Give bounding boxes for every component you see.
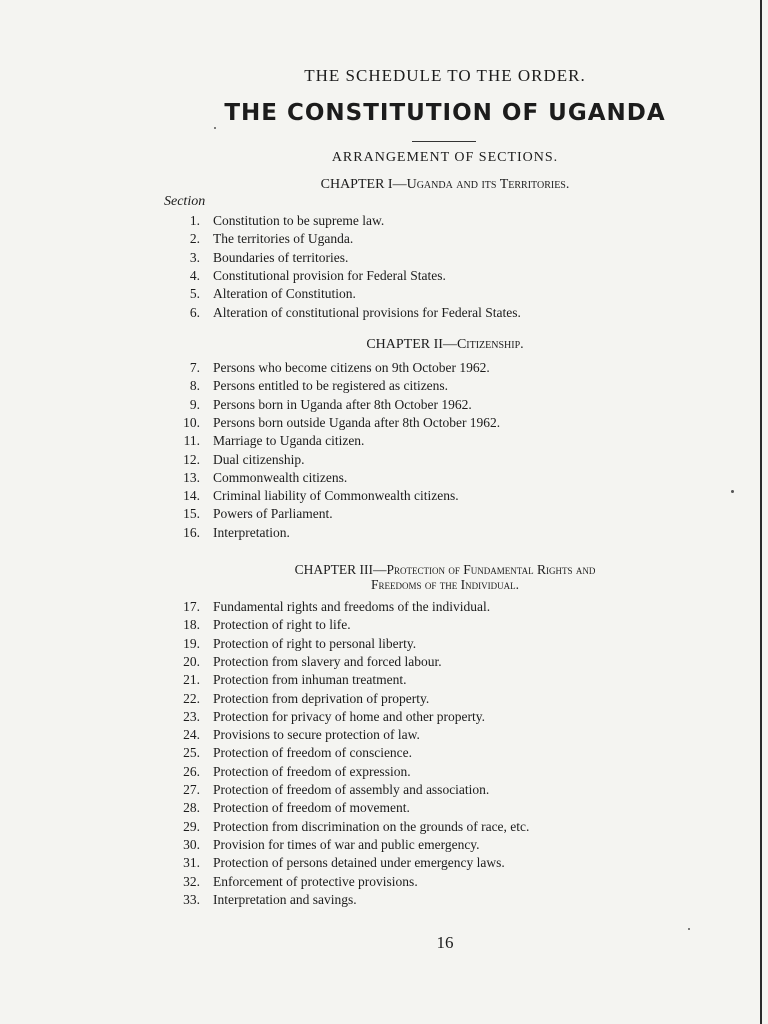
section-number: 18.: [183, 617, 200, 633]
section-number: 23.: [183, 708, 200, 724]
section-title: Protection of freedom of movement.: [213, 800, 410, 816]
section-number: 15.: [183, 506, 200, 522]
section-title: Persons born in Uganda after 8th October 1962.: [213, 396, 472, 412]
section-title: Protection of freedom of conscience.: [213, 745, 413, 761]
chapter-3-prefix: CHAPTER III—: [294, 562, 387, 577]
section-title: Powers of Parliament.: [213, 506, 333, 522]
section-label: Section: [164, 194, 206, 209]
section-number: 12.: [183, 451, 200, 467]
page-number: 16: [436, 933, 454, 952]
section-number: 28.: [183, 800, 200, 816]
section-title: Protection from inhuman treatment.: [213, 672, 407, 688]
section-number: 9.: [189, 396, 200, 412]
section-title: Dual citizenship.: [213, 451, 305, 467]
section-number: 20.: [183, 653, 200, 669]
section-number: 25.: [183, 745, 200, 761]
section-title: Provisions to secure protection of law.: [213, 727, 420, 743]
section-number: 27.: [183, 782, 200, 797]
section-number: 22.: [183, 690, 200, 706]
arrangement-heading: ARRANGEMENT OF SECTIONS.: [331, 150, 559, 165]
section-title: Alteration of Constitution.: [213, 286, 356, 302]
chapter-1-title: Uganda and its Territories.: [406, 177, 570, 192]
chapter-2-title: Citizenship.: [456, 337, 524, 352]
section-number: 6.: [189, 304, 200, 320]
section-number: 30.: [183, 836, 200, 852]
section-number: 17.: [183, 599, 200, 614]
section-number: 5.: [189, 286, 200, 302]
section-number: 14.: [183, 488, 200, 504]
section-number: 7.: [189, 360, 200, 375]
section-title: Protection of freedom of assembly and association.: [213, 782, 490, 797]
section-title: Persons who become citizens on 9th October 1962.: [213, 360, 490, 375]
section-number: 33.: [183, 891, 200, 907]
section-title: Enforcement of protective provisions.: [213, 873, 418, 889]
chapter-3-heading: [0, 562, 768, 578]
section-title: Interpretation.: [213, 524, 290, 540]
document-title: THE CONSTITUTION OF UGANDA: [224, 100, 666, 126]
chapter-2-heading: [0, 337, 768, 353]
section-title: Protection of right to personal liberty.: [213, 635, 417, 651]
chapter-3-title: Protection of Fundamental Rights and: [386, 562, 596, 577]
chapter-1-heading: [0, 177, 768, 193]
section-number: 2.: [189, 231, 200, 247]
schedule-heading: THE SCHEDULE TO THE ORDER.: [304, 66, 586, 85]
section-number: 11.: [183, 433, 200, 449]
section-number: 24.: [183, 727, 200, 743]
section-number: 21.: [183, 672, 200, 688]
section-title: The territories of Uganda.: [213, 231, 354, 247]
section-title: Protection of right to life.: [213, 617, 351, 633]
section-number: 32.: [183, 873, 200, 889]
title-rule: [412, 141, 476, 142]
section-number: 16.: [183, 524, 200, 540]
section-title: Protection from deprivation of property.: [213, 690, 430, 706]
section-title: Criminal liability of Commonwealth citizens.: [213, 488, 459, 504]
section-title: Boundaries of territories.: [213, 249, 349, 265]
section-title: Interpretation and savings.: [213, 891, 357, 907]
chapter-3-title-line2: Freedoms of the Individual.: [371, 577, 519, 592]
section-number: 3.: [189, 249, 200, 265]
section-title: Protection from slavery and forced labour.: [213, 653, 442, 669]
section-number: 10.: [183, 414, 200, 430]
scan-speck: [214, 127, 216, 129]
section-title: Marriage to Uganda citizen.: [213, 433, 365, 449]
section-title: Persons entitled to be registered as citizens.: [213, 378, 449, 394]
section-title: Provision for times of war and public emergency.: [213, 836, 480, 852]
section-title: Alteration of constitutional provisions for Federal States.: [213, 304, 521, 320]
section-title: Protection for privacy of home and other property.: [213, 708, 486, 724]
section-title: Persons born outside Uganda after 8th October 1962.: [213, 414, 501, 430]
section-title: Constitution to be supreme law.: [213, 213, 385, 228]
section-title: Protection of freedom of expression.: [213, 763, 411, 779]
section-number: 26.: [183, 763, 200, 779]
scan-speck: [688, 928, 690, 930]
chapter-1-prefix: CHAPTER I—: [320, 177, 407, 192]
section-title: Fundamental rights and freedoms of the individual.: [213, 599, 491, 614]
section-title: Protection from discrimination on the grounds of race, etc.: [213, 818, 530, 834]
section-number: 4.: [189, 267, 200, 283]
scan-speck: [731, 490, 734, 493]
section-number: 29.: [183, 818, 200, 834]
section-number: 8.: [189, 378, 200, 394]
section-number: 13.: [183, 469, 200, 485]
section-title: Constitutional provision for Federal States.: [213, 267, 446, 283]
section-title: Protection of persons detained under emergency laws.: [213, 855, 505, 871]
chapter-2-prefix: CHAPTER II—: [366, 337, 457, 352]
section-number: 31.: [183, 855, 200, 871]
section-title: Commonwealth citizens.: [213, 469, 348, 485]
section-number: 1.: [189, 213, 200, 228]
section-number: 19.: [183, 635, 200, 651]
